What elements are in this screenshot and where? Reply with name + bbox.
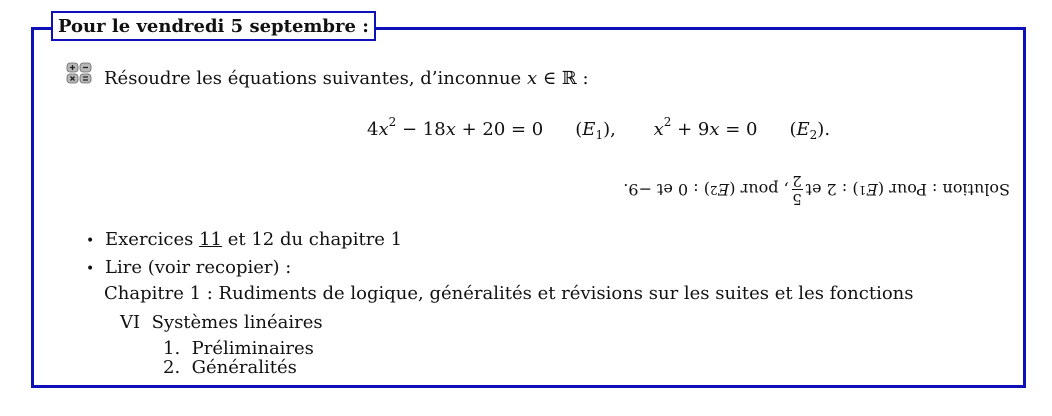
section-title: Systèmes linéaires [151, 312, 323, 333]
equation-e2 [653, 115, 758, 140]
e1-exp: 2 [388, 115, 397, 129]
upside-down-solution [612, 165, 1010, 215]
bullet-dot: • [86, 261, 95, 277]
calculator-icon [66, 62, 92, 84]
solution-mid2: , pour ( [729, 180, 789, 200]
fraction-denominator: 2 [792, 172, 802, 191]
chapter-title: Chapitre 1 : Rudiments de logique, généralités et révisions sur les suites et les fonctions [104, 283, 914, 304]
homework-title-text: Pour le vendredi 5 septembre : [58, 15, 369, 37]
solution-index1: 1 [858, 183, 867, 197]
subsection-title: Généralités [191, 357, 297, 378]
e1-var: x [378, 119, 389, 140]
bullet-list [86, 229, 402, 285]
list-item [86, 257, 402, 285]
e2-var: x [653, 119, 664, 140]
instruction-text: Résoudre les équations suivantes, d’inconnue [104, 68, 527, 89]
e1-label: E [582, 119, 596, 140]
e2-exp: 2 [663, 115, 672, 129]
e2-var2: x [709, 119, 720, 140]
solution-index2: 2 [709, 183, 718, 197]
bullet-text: Lire (voir recopier) : [105, 257, 292, 278]
bullet-dot: • [86, 233, 95, 249]
equation-e1 [367, 115, 544, 140]
equations-line: $4x^2 - 18x + 20 = 0$ $(E_1)$, $x^2 + 9x = 0$ $(E_2)$. [367, 115, 831, 142]
exercises-after: et 12 du chapitre 1 [221, 229, 403, 250]
e2-after: ). [817, 119, 831, 140]
e2-rest: + 9 [671, 119, 710, 140]
instruction-variable: x [526, 68, 538, 89]
fraction-numerator: 5 [792, 190, 802, 209]
e1-rest: − 18 [396, 119, 446, 140]
section-heading [120, 312, 323, 333]
subsection-number: 1. [163, 338, 181, 359]
e2-rest2: = 0 [719, 119, 758, 140]
e1-var2: x [445, 119, 456, 140]
e1-after: ), [603, 119, 616, 140]
e1-coef: 4 [367, 119, 379, 140]
solution-mid1: ) : 2 et [805, 180, 859, 200]
homework-title [51, 11, 376, 41]
subsection-title: Préliminaires [191, 338, 314, 359]
solution-label2: E [717, 180, 730, 200]
exercises-before: Exercices [105, 229, 200, 250]
exercise-11-link[interactable]: 11 [199, 229, 222, 250]
solution-label1: E [866, 180, 878, 200]
solution-end: ) : 0 et −9. [623, 180, 710, 200]
list-item [86, 229, 402, 257]
subsection-number: 2. [163, 357, 181, 378]
bullet-text [105, 229, 402, 250]
e2-label: E [796, 119, 810, 140]
e1-index: 1 [595, 128, 604, 142]
subsection-item [163, 357, 297, 378]
solution-prefix: Solution : Pour ( [877, 180, 1010, 200]
e2-index: 2 [809, 128, 818, 142]
instruction-set: ∈ ℝ : [537, 68, 589, 89]
e1-rest2: + 20 = 0 [455, 119, 544, 140]
solution-fraction [792, 173, 803, 208]
exercise-instruction [104, 68, 589, 89]
section-number: VI [120, 312, 141, 333]
subsection-item [163, 338, 314, 359]
